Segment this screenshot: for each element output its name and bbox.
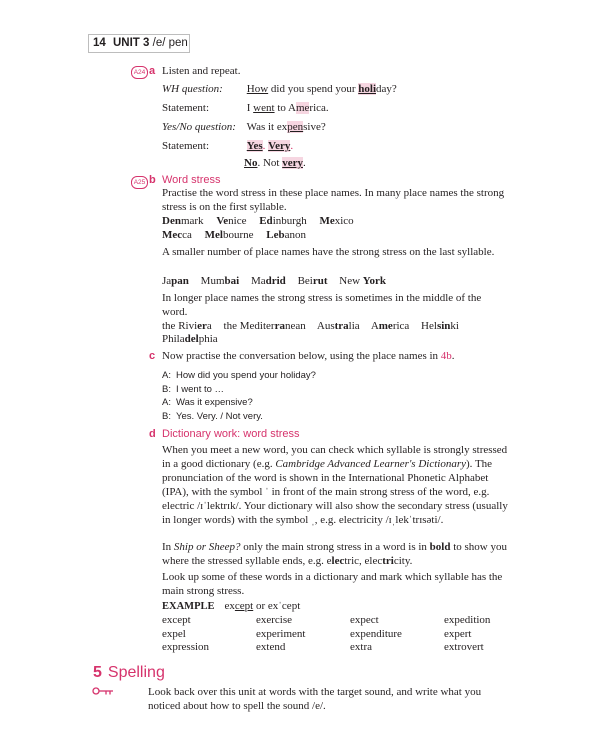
- item-letter-d: d: [149, 428, 156, 440]
- conversation-line: A: How did you spend your holiday?: [162, 370, 316, 381]
- item-letter-c: c: [149, 350, 156, 362]
- place-names-line: Mecca Melbourne Lebanon: [162, 229, 307, 241]
- instruction-c: Now practise the conversation below, using the place names in 4b.: [162, 350, 455, 362]
- word-list: [162, 614, 492, 655]
- word-item: exercise: [256, 614, 293, 626]
- word-item: extra: [350, 641, 372, 653]
- row-label: Statement:: [162, 102, 210, 114]
- dialogue-row: Statement: I went to America.: [162, 102, 329, 114]
- stressed-syllable: holi: [358, 83, 377, 95]
- example-line: EXAMPLE except or exˈcept: [162, 600, 301, 612]
- instruction-a: Listen and repeat.: [162, 65, 241, 77]
- dialogue-row: Statement: Yes. Very.: [162, 140, 294, 152]
- row-label: Statement:: [162, 140, 210, 152]
- conversation: [162, 369, 316, 423]
- dialogue-row: WH question: How did you spend your holiday?: [162, 83, 397, 95]
- audio-track-badge[interactable]: A25: [131, 176, 148, 189]
- place-names-line: Denmark Venice Edinburgh Mexico: [162, 215, 354, 227]
- paragraph: A smaller number of place names have the strong stress on the last syllable.: [162, 246, 495, 258]
- heading-dictionary-work: Dictionary work: word stress: [162, 428, 300, 440]
- spelling-instruction: Look back over this unit at words with the target sound, and write what you noticed about how to spell the sound /e/.: [148, 686, 482, 712]
- stressed-syllable: pen: [287, 121, 304, 133]
- item-letter-b: b: [149, 174, 156, 186]
- place-names-line: the Riviera the Mediterranean Australia America Helsinki: [162, 320, 459, 332]
- paragraph: In Ship or Sheep? only the main strong stress in a word is in bold to show you where the stressed syllable ends, e.g. electric, electricity.: [162, 541, 507, 567]
- paragraph: When you meet a new word, you can check which syllable is strongly stressed in a good dictionary (e.g. Cambridge Advanced Learner's Dictionary). The pronunciation of the word is shown in the International Phonetic Alphabet (IPA), with the symbol ˈ in front of the main strong stress of the word, e.g. electric /ɪˈlektrɪk/. Your dictionary will also show the secondary stress (usually in longer words) with the symbol ˌ, e.g. electricity /ɪˌlekˈtrɪsəti/.: [162, 444, 508, 526]
- dialogue-row: No. Not very.: [244, 157, 306, 169]
- target-sound: /e/ pen: [152, 37, 188, 49]
- section-title: Spelling: [107, 664, 165, 681]
- place-names-line: Philadelphia: [162, 333, 218, 345]
- stressed-syllable: me: [295, 102, 310, 114]
- dialogue-row: Yes/No question: Was it expensive?: [162, 121, 326, 133]
- conversation-line: B: Yes. Very. / Not very.: [162, 410, 263, 422]
- page-header: [88, 34, 190, 53]
- word-item: expenditure: [350, 627, 402, 640]
- word-item: expect: [350, 614, 379, 626]
- conversation-line: B: I went to …: [162, 383, 225, 395]
- audio-track-badge[interactable]: A24: [131, 66, 148, 79]
- paragraph: In longer place names the strong stress is sometimes in the middle of the word.: [162, 292, 482, 318]
- item-letter-a: a: [149, 65, 156, 77]
- page-number: 14: [93, 37, 106, 49]
- word-item: expel: [162, 627, 186, 640]
- section-number: 5: [93, 664, 102, 681]
- cross-reference-link[interactable]: 4b: [440, 350, 452, 362]
- word-item: experiment: [256, 627, 306, 640]
- key-icon: [92, 686, 114, 696]
- unit-label: UNIT 3: [113, 37, 150, 49]
- paragraph: Practise the word stress in these place names. In many place names the strong stress is on the first syllable.: [162, 187, 505, 213]
- heading-word-stress: Word stress: [162, 174, 221, 186]
- row-label: WH question:: [162, 83, 223, 95]
- word-item: expression: [162, 641, 210, 653]
- word-item: expedition: [444, 614, 491, 626]
- word-item: expert: [444, 627, 472, 640]
- conversation-line: A: Was it expensive?: [162, 397, 253, 408]
- row-label: Yes/No question:: [162, 121, 236, 133]
- section-5-heading: [93, 664, 165, 682]
- paragraph: Look up some of these words in a dictionary and mark which syllable has the main strong stress.: [162, 571, 503, 597]
- place-names-line: Japan Mumbai Madrid Beirut New York: [162, 275, 387, 287]
- word-item: extend: [256, 641, 286, 653]
- word-item: extrovert: [444, 641, 484, 653]
- word-item: except: [162, 614, 191, 626]
